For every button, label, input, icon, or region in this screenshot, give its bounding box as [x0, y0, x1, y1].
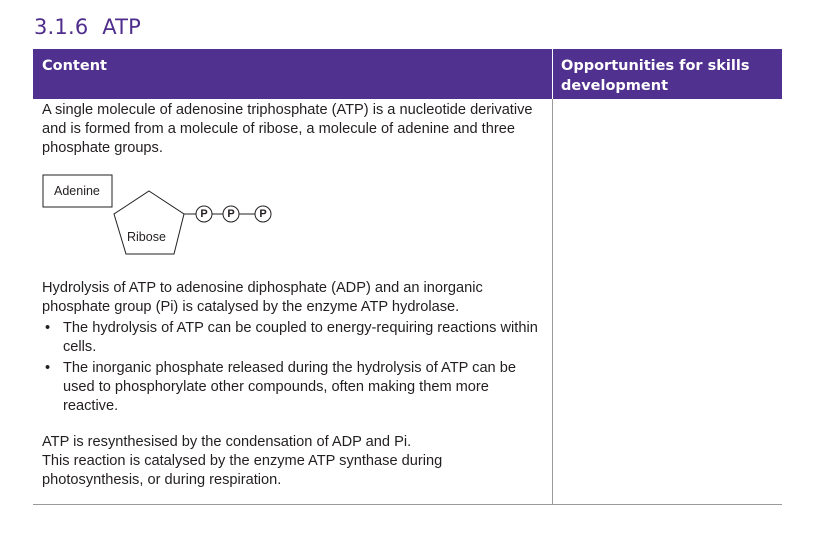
atp-diagram-graphic	[42, 158, 547, 279]
phosphate-label-3: P	[259, 208, 267, 220]
column-divider	[552, 99, 553, 504]
bullet-marker: •	[45, 320, 51, 336]
section-number: 3.1.6	[34, 15, 89, 39]
skills-column-header: Opportunities for skills development	[561, 58, 750, 94]
specification-table	[33, 49, 782, 505]
table-header-row	[33, 49, 782, 99]
phosphate-label-2: P	[227, 208, 235, 220]
list-item	[42, 359, 547, 416]
bullet-text: The inorganic phosphate released during the hydrolysis of ATP can be used to phosphorylate other compounds, often making them more reactive.	[63, 360, 516, 414]
list-item	[42, 319, 547, 357]
resynthesis-line-2: This reaction is catalysed by the enzyme ATP synthase during photosynthesis, or during respiration.	[42, 453, 443, 488]
content-cell	[42, 101, 547, 490]
resynthesis-line-1: ATP is resynthesised by the condensation of ADP and Pi.	[42, 434, 412, 450]
bullet-marker: •	[45, 360, 51, 376]
atp-structure-diagram	[42, 158, 547, 279]
phosphate-label-1: P	[200, 208, 208, 220]
adenine-label: Adenine	[54, 184, 100, 198]
section-heading	[34, 15, 141, 39]
bullet-text: The hydrolysis of ATP can be coupled to energy-requiring reactions within cells.	[63, 320, 538, 355]
resynthesis-paragraph	[42, 433, 547, 490]
content-column-header: Content	[42, 58, 107, 74]
atp-description-paragraph: A single molecule of adenosine triphosphate (ATP) is a nucleotide derivative and is formed from a molecule of ribose, a molecule of adenine and three phosphate groups.	[42, 102, 533, 156]
hydrolysis-paragraph: Hydrolysis of ATP to adenosine diphosphate (ADP) and an inorganic phosphate group (Pi) is catalysed by the enzyme ATP hydrolase.	[42, 280, 483, 315]
header-divider	[552, 49, 553, 99]
section-name: ATP	[102, 15, 142, 39]
ribose-pentagon	[114, 191, 184, 254]
hydrolysis-bullet-list	[42, 319, 547, 416]
ribose-label: Ribose	[127, 230, 166, 244]
